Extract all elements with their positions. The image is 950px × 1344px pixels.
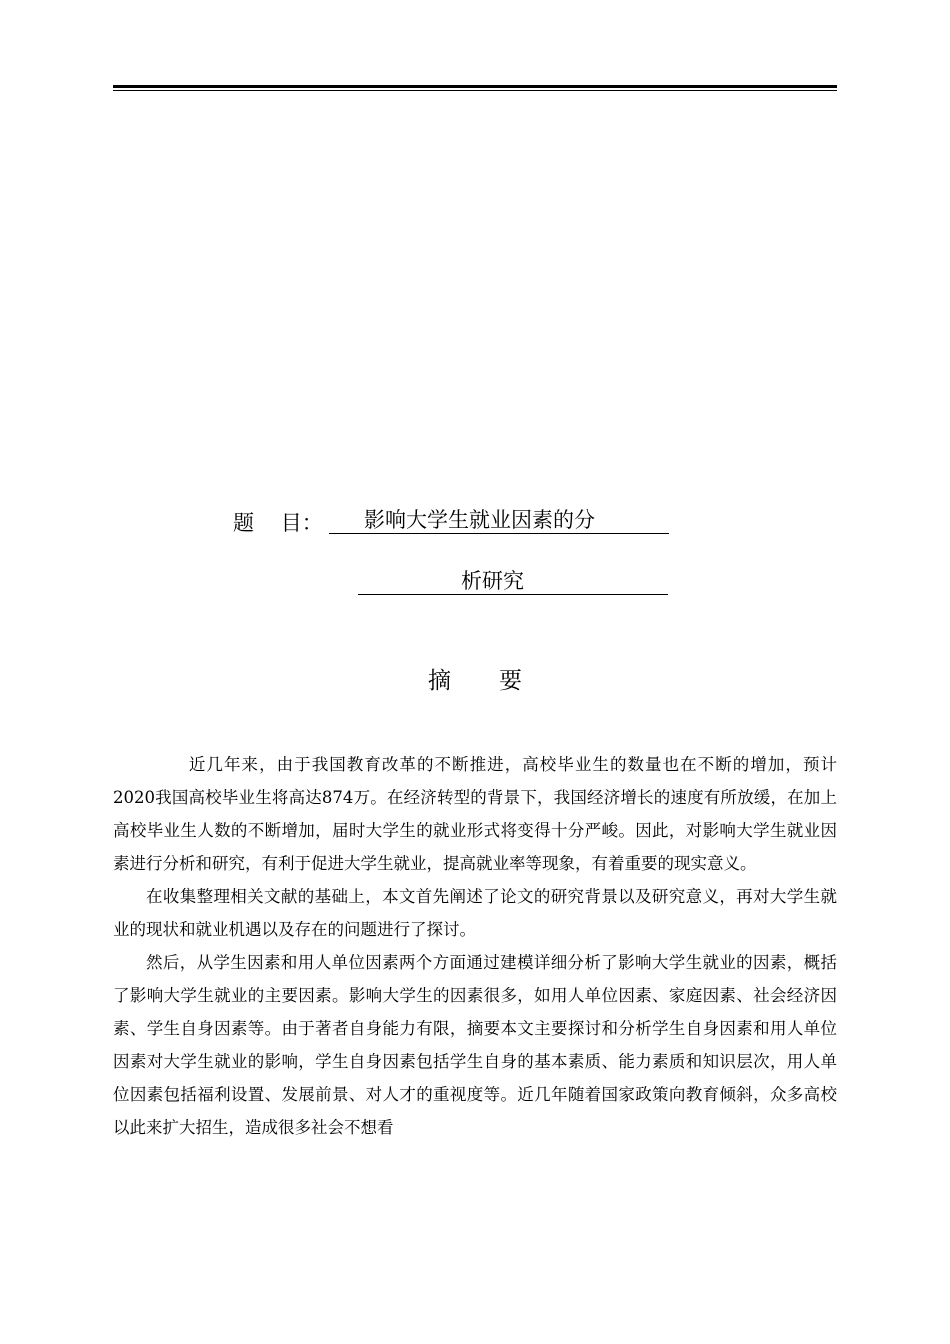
title-line-1: 影响大学生就业因素的分 xyxy=(329,507,669,534)
header-rule-thick xyxy=(113,85,837,88)
abstract-paragraph-1: 近几年来，由于我国教育改革的不断推进，高校毕业生的数量也在不断的增加，预计2020我国高校毕业生将高达874万。在经济转型的背景下，我国经济增长的速度有所放缓，在加上高校毕业生人数的不断增加，届时大学生的就业形式将变得十分严峻。因此，对影响大学生就业因素进行分析和研究，有利于促进大学生就业，提高就业率等现象，有着重要的现实意义。 xyxy=(113,755,837,873)
abstract-paragraph-2: 在收集整理相关文献的基础上，本文首先阐述了论文的研究背景以及研究意义，再对大学生就业的现状和就业机遇以及存在的问题进行了探讨。 xyxy=(113,887,837,939)
abstract-paragraph-3: 然后，从学生因素和用人单位因素两个方面通过建模详细分析了影响大学生就业的因素，概括了影响大学生就业的主要因素。影响大学生的因素很多，如用人单位因素、家庭因素、社会经济因素、学生自身因素等。由于著者自身能力有限，摘要本文主要探讨和分析学生自身因素和用人单位因素对大学生就业的影响，学生自身因素包括学生自身的基本素质、能力素质和知识层次，用人单位因素包括福利设置、发展前景、对人才的重视度等。近几年随着国家政策向教育倾斜，众多高校以此来扩大招生，造成很多社会不想看 xyxy=(113,953,837,1137)
header-rule-thin xyxy=(113,90,837,91)
title-label: 题 目： xyxy=(233,511,323,535)
title-line-2: 析研究 xyxy=(358,568,668,595)
abstract-heading: 摘要 xyxy=(428,668,570,694)
abstract-body xyxy=(113,748,837,1144)
